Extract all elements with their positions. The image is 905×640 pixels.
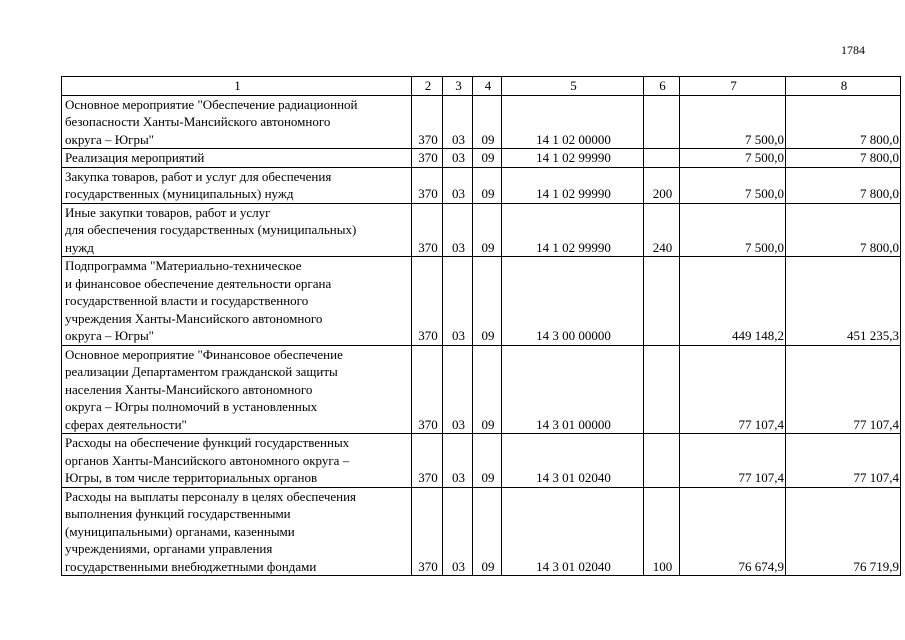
amount-year2-cell: 7 800,0: [786, 95, 901, 149]
target-code-cell: 14 1 02 00000: [502, 95, 644, 149]
ministry-code-cell: 370: [412, 257, 443, 346]
item-name-line: Подпрограмма "Материально-техническое: [65, 258, 302, 273]
item-name-line: округа – Югры": [65, 131, 154, 147]
item-name-line: округа – Югры полномочий в установленных: [65, 399, 318, 414]
item-name-line: Основное мероприятие "Обеспечение радиационной: [65, 96, 358, 112]
item-name-line: Расходы на выплаты персоналу в целях обеспечения: [65, 488, 357, 504]
item-name-line: и финансовое обеспечение деятельности органа: [65, 275, 332, 291]
section-code-cell: 03: [443, 149, 473, 168]
item-name-line: (муниципальными) органами, казенными: [65, 523, 295, 539]
item-name-line: органов Ханты-Мансийского автономного округа –: [65, 452, 350, 468]
table-row: [62, 167, 901, 203]
item-name-line: реализации Департаментом гражданской защиты: [65, 364, 338, 379]
target-code-cell: 14 1 02 99990: [502, 203, 644, 257]
target-code-cell: 14 3 00 00000: [502, 257, 644, 346]
expense-type-cell: [644, 149, 680, 168]
item-name-line: государственных (муниципальных) нужд: [65, 186, 294, 201]
section-code-cell: 03: [443, 167, 473, 203]
target-code-cell: 14 3 01 02040: [502, 487, 644, 576]
subsection-code-cell: 09: [473, 434, 502, 488]
target-code-cell: 14 3 01 00000: [502, 345, 644, 434]
expense-type-cell: [644, 345, 680, 434]
item-name-line: для обеспечения государственных (муниципальных): [65, 222, 357, 237]
table-body: [62, 95, 901, 576]
amount-year1-cell: 449 148,2: [680, 257, 786, 346]
column-header: 4: [473, 77, 502, 96]
amount-year2-cell: 7 800,0: [786, 167, 901, 203]
ministry-code-cell: 370: [412, 149, 443, 168]
table-row: [62, 149, 901, 168]
ministry-code-cell: 370: [412, 95, 443, 149]
item-name-line: безопасности Ханты-Мансийского автономного: [65, 114, 331, 129]
item-name-line: государственными внебюджетными фондами: [65, 558, 317, 574]
section-code-cell: 03: [443, 203, 473, 257]
subsection-code-cell: 09: [473, 203, 502, 257]
amount-year1-cell: 76 674,9: [680, 487, 786, 576]
column-header: 7: [680, 77, 786, 96]
ministry-code-cell: 370: [412, 203, 443, 257]
table-row: [62, 434, 901, 488]
item-name-line: Расходы на обеспечение функций государственных: [65, 435, 350, 450]
item-name-line: нужд: [65, 239, 94, 255]
section-code-cell: 03: [443, 95, 473, 149]
item-name-line: Реализация мероприятий: [65, 150, 205, 165]
subsection-code-cell: 09: [473, 95, 502, 149]
target-code-cell: 14 1 02 99990: [502, 167, 644, 203]
section-code-cell: 03: [443, 345, 473, 434]
item-name-cell: [62, 95, 412, 149]
section-code-cell: 03: [443, 487, 473, 576]
item-name-line: Югры, в том числе территориальных органов: [65, 470, 318, 485]
amount-year1-cell: 7 500,0: [680, 149, 786, 168]
expense-type-cell: [644, 95, 680, 149]
expense-type-cell: 200: [644, 167, 680, 203]
item-name-line: сферах деятельности": [65, 416, 187, 432]
column-header: 1: [62, 77, 412, 96]
ministry-code-cell: 370: [412, 434, 443, 488]
amount-year1-cell: 7 500,0: [680, 95, 786, 149]
target-code-cell: 14 1 02 99990: [502, 149, 644, 168]
expense-type-cell: [644, 434, 680, 488]
table-row: [62, 95, 901, 149]
page-number: 1784: [841, 43, 865, 57]
expense-type-cell: [644, 257, 680, 346]
column-header: 2: [412, 77, 443, 96]
item-name-cell: [62, 257, 412, 346]
column-header: 3: [443, 77, 473, 96]
budget-table: [61, 76, 901, 576]
subsection-code-cell: 09: [473, 345, 502, 434]
table-row: [62, 257, 901, 346]
column-header: 8: [786, 77, 901, 96]
subsection-code-cell: 09: [473, 149, 502, 168]
amount-year1-cell: 7 500,0: [680, 203, 786, 257]
amount-year2-cell: 451 235,3: [786, 257, 901, 346]
subsection-code-cell: 09: [473, 167, 502, 203]
column-header: 6: [644, 77, 680, 96]
table-row: [62, 345, 901, 434]
section-code-cell: 03: [443, 434, 473, 488]
item-name-cell: [62, 345, 412, 434]
amount-year1-cell: 7 500,0: [680, 167, 786, 203]
target-code-cell: 14 3 01 02040: [502, 434, 644, 488]
item-name-cell: [62, 487, 412, 576]
amount-year2-cell: 7 800,0: [786, 203, 901, 257]
table-row: [62, 203, 901, 257]
subsection-code-cell: 09: [473, 257, 502, 346]
amount-year2-cell: 77 107,4: [786, 434, 901, 488]
item-name-cell: [62, 149, 412, 168]
table-header-row: [62, 77, 901, 96]
subsection-code-cell: 09: [473, 487, 502, 576]
column-header: 5: [502, 77, 644, 96]
amount-year2-cell: 77 107,4: [786, 345, 901, 434]
expense-type-cell: 240: [644, 203, 680, 257]
amount-year1-cell: 77 107,4: [680, 345, 786, 434]
item-name-line: населения Ханты-Мансийского автономного: [65, 381, 313, 397]
section-code-cell: 03: [443, 257, 473, 346]
item-name-cell: [62, 167, 412, 203]
item-name-line: Закупка товаров, работ и услуг для обеспечения: [65, 168, 332, 184]
amount-year2-cell: 7 800,0: [786, 149, 901, 168]
ministry-code-cell: 370: [412, 167, 443, 203]
ministry-code-cell: 370: [412, 345, 443, 434]
item-name-line: округа – Югры": [65, 328, 154, 343]
expense-type-cell: 100: [644, 487, 680, 576]
item-name-line: Основное мероприятие "Финансовое обеспечение: [65, 346, 343, 362]
item-name-line: учреждениями, органами управления: [65, 541, 273, 556]
ministry-code-cell: 370: [412, 487, 443, 576]
table-row: [62, 487, 901, 576]
item-name-line: учреждения Ханты-Мансийского автономного: [65, 310, 323, 326]
item-name-cell: [62, 434, 412, 488]
item-name-line: государственной власти и государственного: [65, 293, 309, 308]
item-name-line: выполнения функций государственными: [65, 506, 291, 521]
item-name-line: Иные закупки товаров, работ и услуг: [65, 204, 271, 220]
amount-year2-cell: 76 719,9: [786, 487, 901, 576]
item-name-cell: [62, 203, 412, 257]
amount-year1-cell: 77 107,4: [680, 434, 786, 488]
